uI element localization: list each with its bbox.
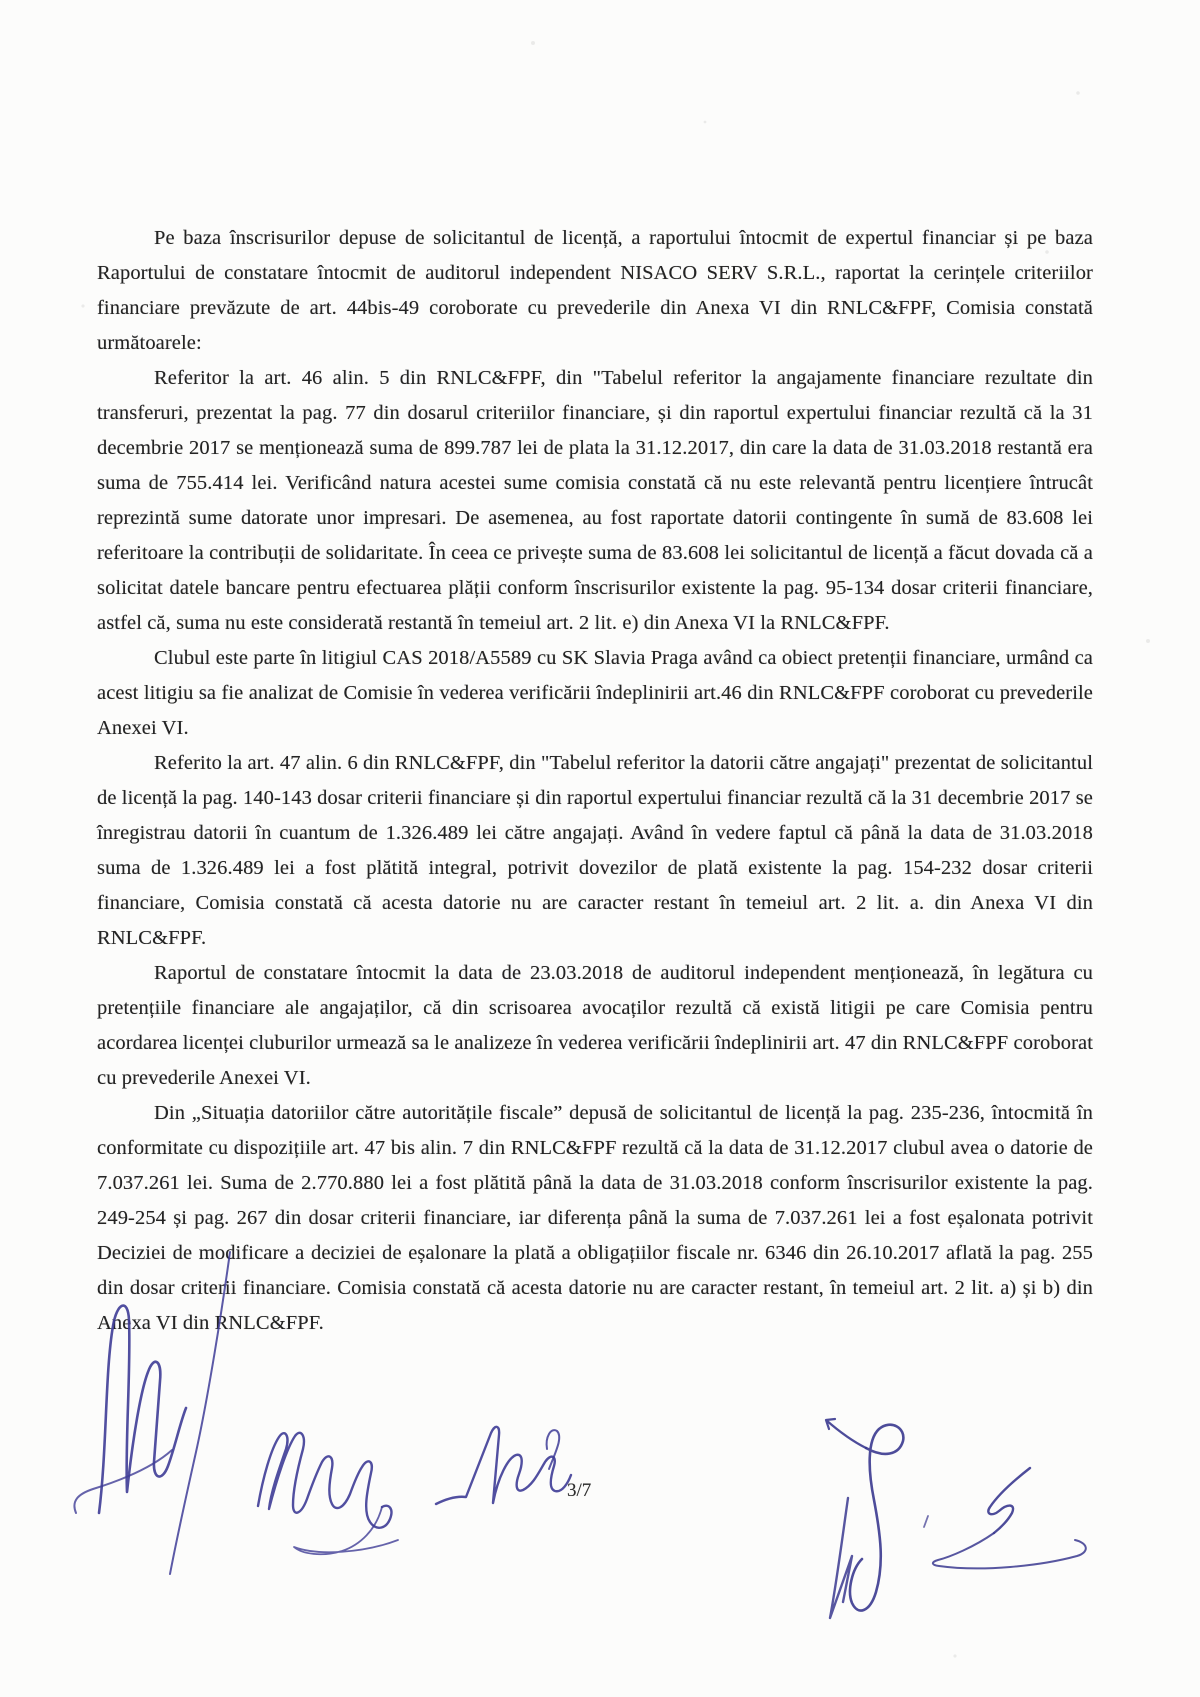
paragraph-6: Din „Situația datoriilor către autoritățile fiscale” depusă de solicitantul de licență la pag. 235-236, întocmită în conformitate cu dispozițiile art. 47 bis alin. 7 din RNLC&FPF rezultă că la data de 31.12.2017 clubul avea o datorie de 7.037.261 lei. Suma de 2.770.880 lei a fost plătită până la data de 31.03.2018 conform înscrisurilor existente la pag. 249-254 și pag. 267 din dosar criterii financiare, iar diferența până la suma de 7.037.261 lei a fost eșalonata potrivit Deciziei de modificare a deciziei de eșalonare la plată a obligațiilor fiscale nr. 6346 din 26.10.2017 aflată la pag. 255 din dosar criterii financiare. Comisia constată că acesta datorie nu are caracter restant, în temeiul art. 2 lit. a) și b) din Anexa VI din RNLC&FPF. (97, 1102, 1093, 1334)
paragraph-5: Raportul de constatare întocmit la data de 23.03.2018 de auditorul independent menționează, în legătura cu pretențiile financiare ale angajaților, că din scrisoarea avocaților rezultă că există litigii pe care Comisia pentru acordarea licenței cluburilor urmează sa le analizeze în vederea verificării îndeplinirii art. 47 din RNLC&FPF coroborat cu prevederile Anexei VI. (97, 962, 1093, 1089)
signature-4 (826, 1419, 903, 1618)
paragraph-1: Pe baza înscrisurilor depuse de solicitantul de licență, a raportului întocmit de expertul financiar și pe baza Raportului de constatare întocmit de auditorul independent NISACO SERV S.R.L., raportat la cerințele criteriilor financiare prevăzute de art. 44bis-49 coroborate cu prevederile din Anexa VI din RNLC&FPF, Comisia constată următoarele: (97, 227, 1093, 354)
paragraph-3: Clubul este parte în litigiul CAS 2018/A5589 cu SK Slavia Praga având ca obiect pretenții financiare, urmând ca acest litigiu sa fie analizat de Comisie în vederea verificării îndeplinirii art.46 din RNLC&FPF coroborat cu prevederile Anexei VI. (97, 647, 1093, 739)
paragraph-4: Referito la art. 47 alin. 6 din RNLC&FPF, din "Tabelul referitor la datorii către angajați" prezentat de solicitantul de licență la pag. 140-143 dosar criterii financiare și din raportul expertului financiar rezultă că la 31 decembrie 2017 se înregistrau datorii în cuantum de 1.326.489 lei către angajați. Având în vedere faptul că până la data de 31.03.2018 suma de 1.326.489 lei a fost plătită integral, potrivit dovezilor de plată existente la pag. 154-232 dosar criterii financiare, Comisia constată că acesta datorie nu are caracter restant în temeiul art. 2 lit. a. din Anexa VI din RNLC&FPF. (97, 752, 1093, 949)
signature-2 (258, 1433, 398, 1554)
page-number: 3/7 (567, 1480, 592, 1501)
paragraph-2: Referitor la art. 46 alin. 5 din RNLC&FPF, din "Tabelul referitor la angajamente financiare rezultate din transferuri, prezentat la pag. 77 din dosarul criteriilor financiare, și din raportul expertului financiar rezultă că la 31 decembrie 2017 se menționează suma de 899.787 lei de plata la 31.12.2017, din care la data de 31.03.2018 restantă era suma de 755.414 lei. Verificând natura acestei sume comisia constată că nu este relevantă pentru licențiere întrucât reprezintă sume datorate unor impresari. De asemenea, au fost raportate datorii contingente în sumă de 83.608 lei referitoare la contribuții de solidaritate. În ceea ce privește suma de 83.608 lei solicitantul de licență a făcut dovada că a solicitat datele bancare pentru efectuarea plății conform înscrisurilor existente la pag. 95-134 dosar criterii financiare, astfel că, suma nu este considerată restantă în temeiul art. 2 lit. e) din Anexa VI la RNLC&FPF. (97, 367, 1093, 634)
signature-3 (436, 1427, 571, 1504)
signature-5 (924, 1468, 1086, 1568)
document-text (97, 221, 1093, 1341)
